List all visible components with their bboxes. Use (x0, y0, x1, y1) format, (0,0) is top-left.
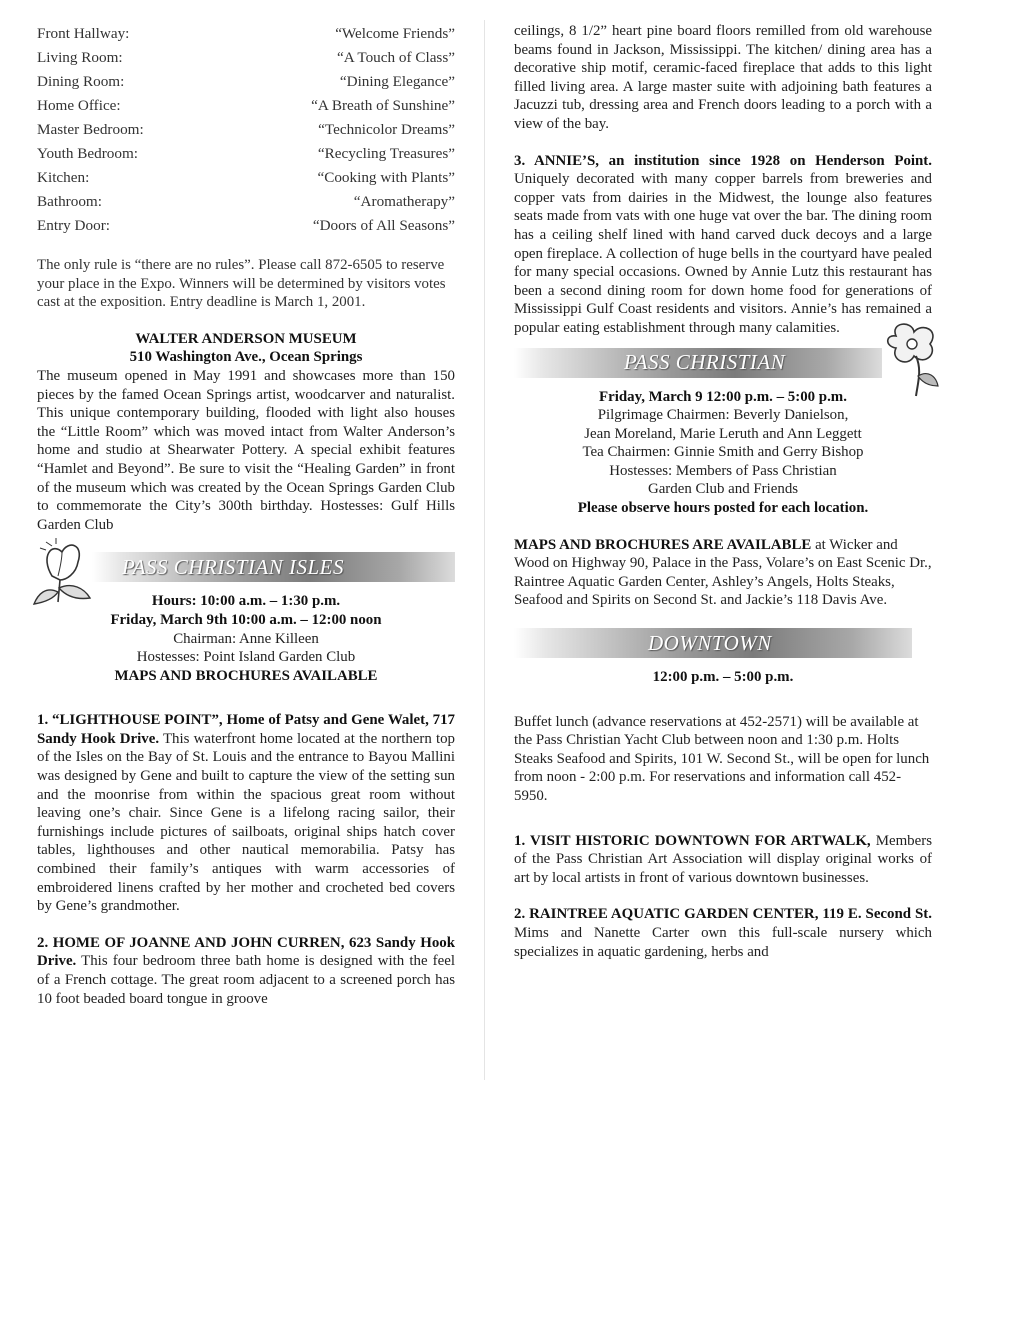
observe-hours-note: Please observe hours posted for each location. (577, 500, 869, 517)
buffet-lunch-paragraph: Buffet lunch (advance reservations at 452-2571) will be available at the Pass Christian Yacht Club between noon and 1:30 p.m. Holts Steaks Seafood and Spirits, 101 W. Second St., will be open for lunch from noon - 2:00 p.m. For reservations and information call 452-5950. (514, 713, 930, 804)
room-name: Living Room: (37, 49, 123, 66)
isles-item-3-body: Uniquely decorated with many copper barrels from breweries and copper vats from dairies in the Midwest, the lounge also features seats made from vats with one huge vat over the bar. The dining room has a ceiling shelf lined with hand carved duck decoys and a large open fireplace. A collection of huge bells in the courtyard have pealed for many special occasions. Owned by Annie Lutz this restaurant has been a second dining room for down home food for generations of Mississippi Gulf Coast residents and visitors. Annie’s has remained a popular eating establishment through many calamities. (514, 171, 932, 336)
room-name: Dining Room: (37, 73, 125, 90)
room-row (37, 94, 455, 118)
room-name: Master Bedroom: (37, 121, 144, 138)
isles-chairman: Chairman: Anne Killeen (173, 630, 319, 647)
downtown-item-1-body: Members of the Pass Christian Art Association will display original works of art by local artists in front of various downtown businesses. (514, 832, 932, 886)
room-theme: “Aromatherapy” (353, 193, 455, 210)
downtown-item-2-body: Mims and Nanette Carter own this full-scale nursery which specializes in aquatic gardening, herbs and (514, 924, 932, 960)
isles-hostesses: Hostesses: Point Island Garden Club (136, 649, 356, 666)
room-name: Home Office: (37, 97, 121, 114)
downtown-hours: 12:00 p.m. – 5:00 p.m. (652, 669, 794, 686)
pass-hostesses-cont: Garden Club and Friends (647, 481, 799, 498)
room-row (37, 142, 455, 166)
isles-hours: Hours: 10:00 a.m. – 1:30 p.m. (151, 593, 341, 610)
tea-chairmen: Tea Chairmen: Ginnie Smith and Gerry Bishop (582, 444, 864, 461)
pass-christian-date: Friday, March 9 12:00 p.m. – 5:00 p.m. (599, 388, 847, 405)
expo-rules-paragraph: The only rule is “there are no rules”. Please call 872-6505 to reserve your place in the Expo. Winners will be determined by visitors votes cast at the exposition. Entry deadline is March 1, 2001. (37, 257, 446, 311)
isles-maps-note: MAPS AND BROCHURES AVAILABLE (114, 667, 378, 684)
pass-christian-banner (514, 348, 882, 378)
room-row (37, 166, 455, 190)
downtown-item-1-heading: 1. VISIT HISTORIC DOWNTOWN FOR ARTWALK, (514, 832, 871, 849)
room-row (37, 22, 455, 46)
room-theme-list (37, 22, 455, 238)
isles-banner (92, 552, 455, 582)
pass-hostesses: Hostesses: Members of Pass Christian (609, 462, 837, 479)
museum-description: The museum opened in May 1991 and showcases more than 150 pieces by the famed Ocean Springs artist, woodcarver and naturalist. This unique contemporary building, flooded with light also houses the “Little Room” which was moved intact from Walter Anderson’s home and studio at Shearwater Pottery. A special exhibit features “Hamlet and Beyond”. Be sure to visit the “Healing Garden” in front of the museum which was created by the Ocean Springs Garden Club to commemorate the City’s 300th birthday. Hostesses: Gulf Hills Garden Club (37, 367, 455, 533)
tulip-flower-icon (32, 536, 102, 608)
flower-icon (882, 320, 942, 400)
downtown-item-1 (514, 832, 932, 888)
right-column (514, 22, 932, 961)
room-name: Front Hallway: (37, 25, 130, 42)
room-theme: “Cooking with Plants” (317, 169, 455, 186)
room-name: Bathroom: (37, 193, 102, 210)
museum-address: 510 Washington Ave., Ocean Springs (129, 349, 363, 366)
left-column (37, 22, 455, 1008)
room-theme: “A Breath of Sunshine” (311, 97, 455, 114)
isles-item-1 (37, 711, 455, 916)
isles-item-2-body: This four bedroom three bath home is designed with the feel of a French cottage. The great room adjacent to a screened porch has 10 foot beaded board tongue in groove (37, 953, 455, 1007)
room-row (37, 70, 455, 94)
column-divider (484, 20, 485, 1080)
pilgrimage-chairmen: Pilgrimage Chairmen: Beverly Danielson, (597, 407, 849, 424)
isles-item-2-continued: ceilings, 8 1/2” heart pine board floors remilled from old warehouse beams found in Jackson, Mississippi. The kitchen/ dining area has a decorative ship motif, ceramic-faced fireplace that adds to this light filled living area. A large master suite with adjoining bath features a Jacuzzi tub, dressing area and French doors leading to a porch with a view of the bay. (514, 23, 932, 132)
isles-item-2-heading: 2. HOME OF JOANNE AND JOHN CURREN, 623 Sandy Hook Drive. (37, 934, 455, 970)
room-row (37, 46, 455, 70)
pass-christian-banner-title: PASS CHRISTIAN (624, 350, 786, 374)
room-theme: “Recycling Treasures” (317, 145, 455, 162)
isles-date: Friday, March 9th 10:00 a.m. – 12:00 noon (110, 611, 382, 628)
isles-item-2 (37, 934, 455, 1008)
downtown-banner (514, 628, 912, 658)
isles-item-3-heading: 3. ANNIE’S, an institution since 1928 on Henderson Point. (514, 152, 932, 169)
room-theme: “Dining Elegance” (339, 73, 455, 90)
room-name: Youth Bedroom: (37, 145, 138, 162)
isles-item-1-heading: 1. “LIGHTHOUSE POINT”, Home of Patsy and Gene Walet, 717 Sandy Hook Drive. (37, 712, 455, 747)
isles-item-1-body: This waterfront home located at the northern top of the Isles on the Bay of St. Louis and the entrance to Bayou Mallini was designed by Gene and built to capture the view of the setting sun and the moonrise from within the spacious great room without leaving one’s chair. Since Gene is a lifelong racing sailor, their furnishings include pictures of sailboats, original ships hatch cover tables, lighthouses and other nautical memorabilia. Patsy has combined their family’s antiques with warm accessories of embroidered linens crafted by her mother and crocheted bed covers by Gene’s grandmother. (37, 730, 455, 915)
downtown-banner-title: DOWNTOWN (648, 630, 772, 655)
museum-title: WALTER ANDERSON MUSEUM (135, 330, 357, 347)
room-row (37, 190, 455, 214)
maps-brochures-paragraph (514, 536, 932, 610)
room-row (37, 118, 455, 142)
room-name: Entry Door: (37, 217, 110, 234)
downtown-item-2-heading: 2. RAINTREE AQUATIC GARDEN CENTER, 119 E. Second St. (514, 906, 932, 923)
room-theme: “Welcome Friends” (335, 25, 455, 42)
room-row (37, 214, 455, 238)
maps-brochures-body: at Wicker and Wood on Highway 90, Palace in the Pass, Volare’s on East Scenic Dr., Raintree Aquatic Garden Center, Ashley’s Angels, Holts Steaks, Seafood and Spirits on Second St. and Jackie’s 118 Davis Ave. (514, 536, 932, 609)
downtown-item-2 (514, 905, 932, 961)
room-theme: “Technicolor Dreams” (318, 121, 455, 138)
room-name: Kitchen: (37, 169, 90, 186)
isles-item-3 (514, 152, 932, 338)
room-theme: “A Touch of Class” (336, 49, 455, 66)
maps-brochures-heading: MAPS AND BROCHURES ARE AVAILABLE (514, 536, 812, 553)
room-theme: “Doors of All Seasons” (312, 217, 455, 234)
pilgrimage-chairmen-cont: Jean Moreland, Marie Leruth and Ann Leggett (584, 425, 862, 442)
isles-banner-title: PASS CHRISTIAN ISLES (122, 554, 344, 579)
